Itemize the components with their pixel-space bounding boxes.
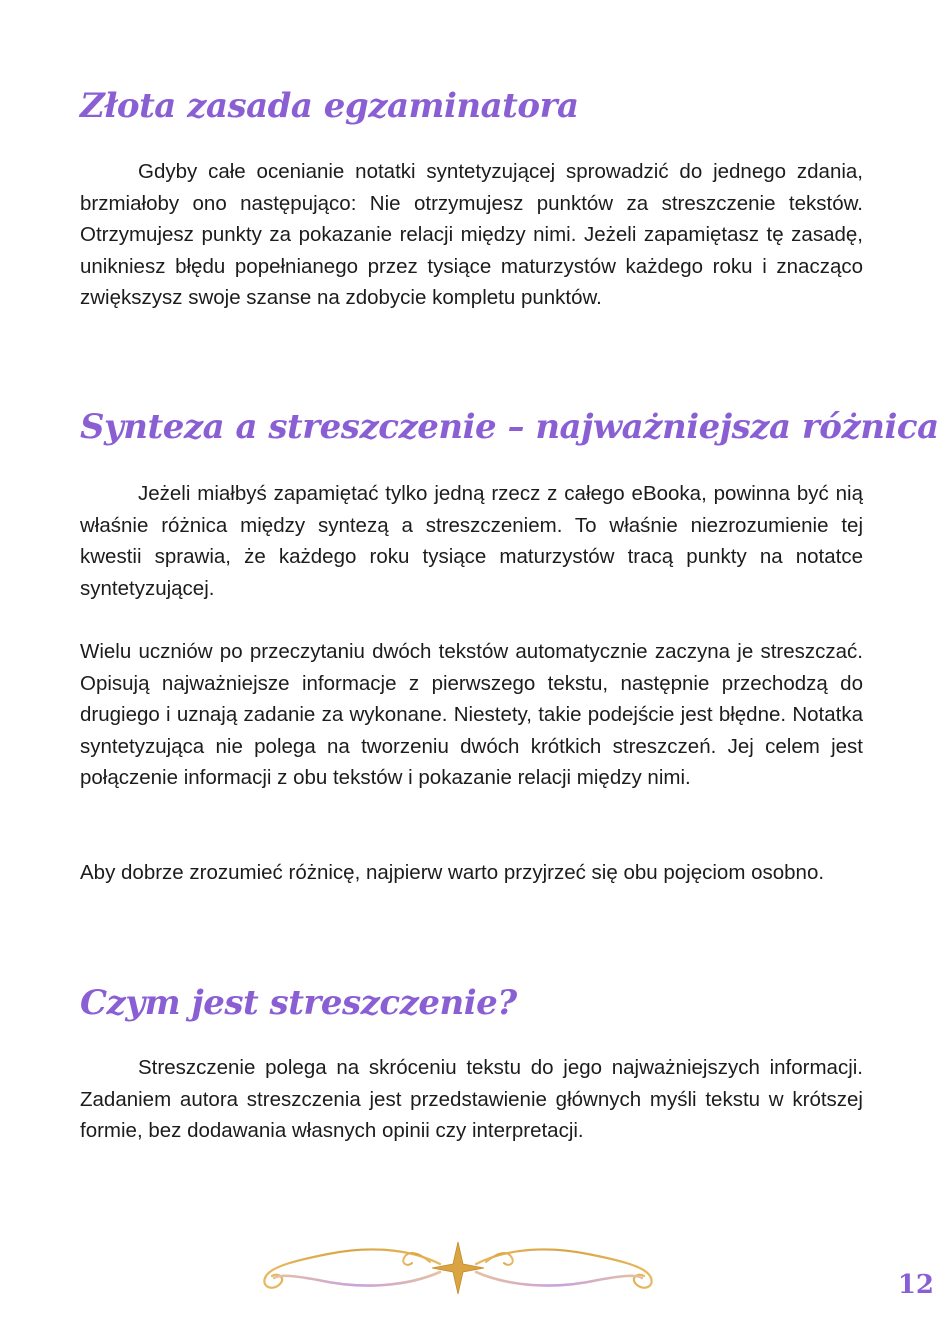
paragraph-synthesis-intro: Jeżeli miałbyś zapamiętać tylko jedną rzecz z całego eBooka, powinna być nią właśnie różnica między syntezą a streszczeniem. To właśnie niezrozumienie tej kwestii sprawia, że każdego roku tysiące maturzystów tracą punkty na notatce syntetyzującej. — [80, 482, 863, 600]
section-heading-golden-rule: Złota zasada egzaminatora — [80, 86, 579, 126]
section-heading-synthesis-vs-summary: Synteza a streszczenie – najważniejsza różnica — [80, 407, 939, 447]
paragraph-understand-difference: Aby dobrze zrozumieć różnicę, najpierw warto przyjrzeć się obu pojęciom osobno. — [80, 861, 825, 884]
paragraph-summary-definition: Streszczenie polega na skróceniu tekstu do jego najważniejszych informacji. Zadaniem autora streszczenia jest przedstawienie głównych myśli tekstu w krótszej formie, bez dodawania własnych opinii czy interpretacji. — [80, 1056, 863, 1143]
paragraph-golden-rule: Gdyby całe ocenianie notatki syntetyzującej sprowadzić do jednego zdania, brzmiałoby ono następująco: Nie otrzymujesz punktów za streszczenie tekstów. Otrzymujesz punkty za pokazanie relacji między nimi. Jeżeli zapamiętasz tę zasadę, unikniesz błędu popełnianego przez tysiące maturzystów każdego roku i znacząco zwiększysz swoje szanse na zdobycie kompletu punktów. — [80, 160, 863, 310]
paragraph-students-summarize: Wielu uczniów po przeczytaniu dwóch tekstów automatycznie zaczyna je streszczać. Opisują najważniejsze informacje z pierwszego tekstu, następnie przechodzą do drugiego i uznają zadanie za wykonane. Niestety, takie podejście jest błędne. Notatka syntetyzująca nie polega na tworzeniu dwóch krótkich streszczeń. Jej celem jest połączenie informacji z obu tekstów i pokazanie relacji między nimi. — [80, 640, 863, 790]
page-number: 12 — [897, 1270, 934, 1300]
gold-star-flourish-icon — [258, 1238, 658, 1308]
section-heading-what-is-summary: Czym jest streszczenie? — [80, 983, 517, 1023]
